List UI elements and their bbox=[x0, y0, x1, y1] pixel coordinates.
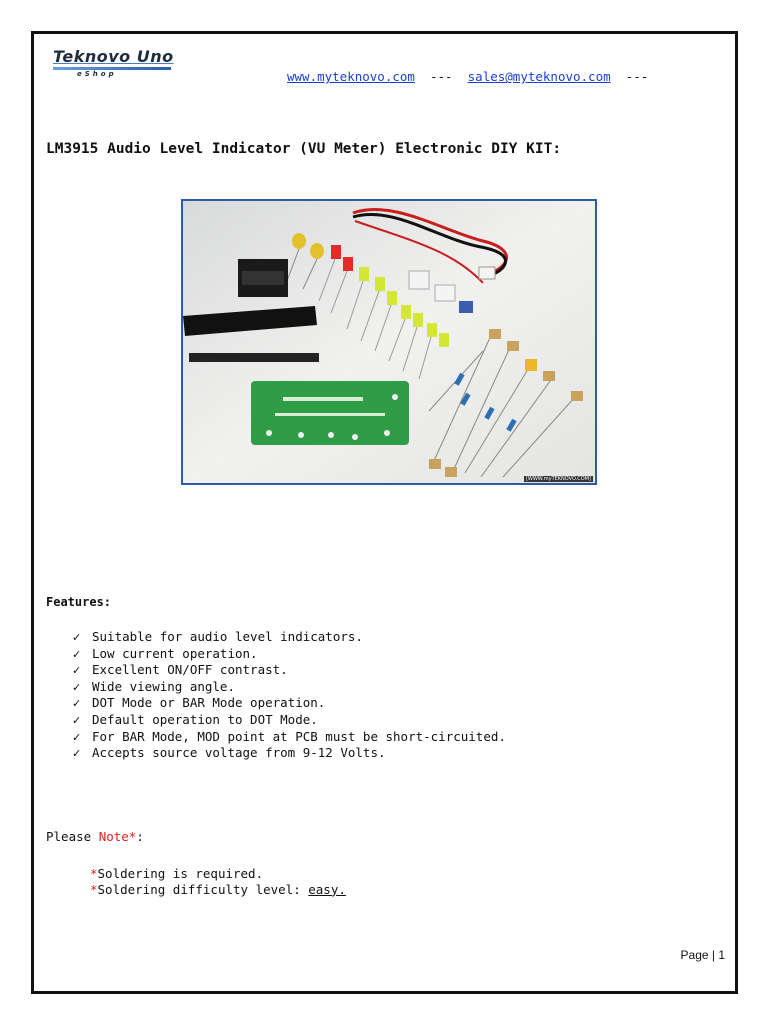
list-item bbox=[72, 662, 506, 679]
photo-watermark: [WWW.myTEKNOVO.COM] bbox=[525, 476, 591, 482]
list-item bbox=[72, 629, 506, 646]
note-line-difficulty bbox=[90, 882, 346, 898]
header-trailing-separator: --- bbox=[625, 69, 649, 84]
note-line-soldering-required bbox=[90, 866, 346, 882]
kit-components-photo bbox=[181, 199, 597, 485]
feature-text: Accepts source voltage from 9-12 Volts. bbox=[92, 745, 386, 761]
list-item bbox=[72, 712, 506, 729]
logo-name: Teknovo Uno bbox=[53, 47, 174, 66]
features-heading: Features: bbox=[46, 595, 112, 609]
checkmark-icon: ✓ bbox=[72, 664, 82, 678]
checkmark-icon: ✓ bbox=[72, 631, 82, 644]
feature-text: Wide viewing angle. bbox=[92, 678, 235, 694]
document-page bbox=[31, 31, 738, 994]
logo-subtitle: eShop bbox=[77, 70, 117, 78]
checkmark-icon: ✓ bbox=[72, 647, 82, 661]
checkmark-icon: ✓ bbox=[72, 680, 82, 694]
checkmark-icon: ✓ bbox=[72, 747, 82, 761]
feature-text: Default operation to DOT Mode. bbox=[92, 711, 318, 727]
list-item bbox=[72, 695, 506, 712]
list-item bbox=[72, 646, 506, 663]
note-lines bbox=[90, 866, 346, 897]
list-item bbox=[72, 679, 506, 696]
note-highlight: Note* bbox=[98, 829, 137, 844]
asterisk-marker: * bbox=[90, 866, 98, 881]
note-heading bbox=[46, 829, 144, 844]
header-contact-line bbox=[287, 69, 648, 84]
email-link[interactable]: sales@myteknovo.com bbox=[467, 69, 611, 84]
features-list bbox=[72, 629, 506, 762]
feature-text: Suitable for audio level indicators. bbox=[92, 629, 363, 644]
feature-text: Excellent ON/OFF contrast. bbox=[92, 662, 288, 678]
checkmark-icon: ✓ bbox=[72, 713, 82, 727]
checkmark-icon: ✓ bbox=[72, 730, 82, 744]
note-prefix: Please bbox=[46, 829, 99, 844]
note-suffix: : bbox=[136, 829, 144, 844]
teknovo-logo[interactable] bbox=[53, 47, 178, 78]
feature-text: DOT Mode or BAR Mode operation. bbox=[92, 695, 326, 711]
feature-text: For BAR Mode, MOD point at PCB must be short-circuited. bbox=[92, 728, 506, 744]
page-title: LM3915 Audio Level Indicator (VU Meter) Electronic DIY KIT: bbox=[46, 141, 562, 157]
checkmark-icon: ✓ bbox=[72, 697, 82, 711]
kit-photo-illustration bbox=[183, 201, 595, 483]
note-line-text: Soldering is required. bbox=[97, 866, 264, 881]
difficulty-value: easy. bbox=[308, 881, 346, 897]
feature-text: Low current operation. bbox=[92, 645, 258, 661]
list-item bbox=[72, 729, 506, 746]
website-link[interactable]: www.myteknovo.com bbox=[287, 69, 415, 84]
asterisk-marker: * bbox=[90, 881, 98, 897]
list-item bbox=[72, 745, 506, 762]
page-number: Page | 1 bbox=[680, 948, 725, 962]
header-separator: --- bbox=[430, 69, 453, 84]
note-line-text: Soldering difficulty level: bbox=[97, 881, 309, 897]
